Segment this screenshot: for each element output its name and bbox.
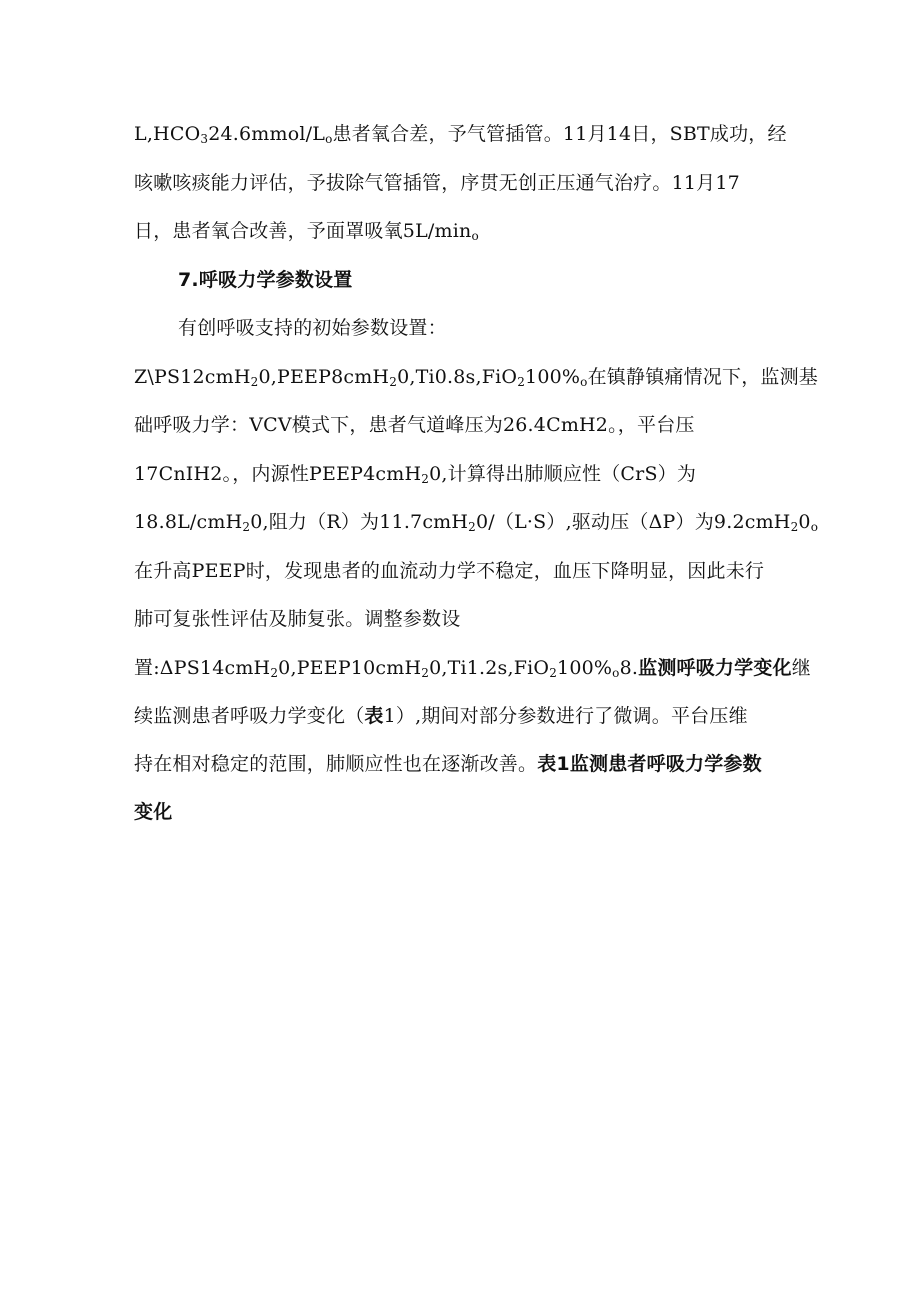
text-run: 1）,期间对部分参数进行了微调。平台压维 [383,705,748,727]
text-run: 在升高PEEP时，发现患者的血流动力学不稳定，血压下降明显，因此未行 [134,560,765,582]
subscript: 2 [517,375,526,389]
text-run: 在镇静镇痛情况下，监测基 [587,366,818,388]
period-mark: o [471,229,479,243]
section-heading-inline: 监测呼吸力学变化 [638,657,792,679]
subscript: 2 [421,472,430,486]
subscript: 2 [549,666,558,680]
text-run: 继 [791,657,811,679]
text-run: 0,计算得出肺顺应性（CrS）为 [429,463,697,485]
text-line [134,656,811,685]
text-line [134,122,787,151]
period-mark: o [810,520,819,534]
text-run: L,HCO [134,123,201,145]
text-line [134,413,695,437]
subscript: 2 [468,520,477,534]
text-run: 持在相对稳定的范围，肺顺应性也在逐渐改善。 [134,753,538,775]
text-run: 24.6mmol/L [208,123,326,145]
subscript: 2 [421,666,430,680]
text-run: 0,PEEP8cmH [258,366,390,388]
text-run: 置:ΔPS14cmH [134,657,271,679]
text-line [134,752,762,776]
text-line [134,365,818,394]
text-run: 17CnIH2。，内源性PEEP4cmH [134,463,422,485]
text-line [134,607,460,631]
text-line [134,171,740,195]
text-line [134,510,818,539]
period-mark: o [325,132,333,146]
period-mark: o [580,375,588,389]
text-run: 患者氧合差，予气管插管。11月14日，SBT成功，经 [332,123,787,145]
text-run: 0,阻力（R）为11.7cmH [250,511,469,533]
subscript: 2 [389,375,398,389]
text-run: 0/（L·S）,驱动压（ΔP）为9.2cmH [476,511,791,533]
table-reference: 表 [364,705,384,727]
subscript: 2 [790,520,799,534]
text-run: 0 [798,511,811,533]
text-run: 0,PEEP10cmH [278,657,422,679]
text-run: 日，患者氧合改善，予面罩吸氧5L/min [134,220,472,242]
text-line [134,462,696,486]
subscript: 3 [200,132,209,146]
text-run: 100% [525,366,581,388]
subscript: 2 [270,666,279,680]
text-line [134,219,479,248]
section-heading: 7.呼吸力学参数设置 [178,269,353,291]
table-caption-continued: 变化 [134,801,173,823]
text-run: 8. [619,657,639,679]
text-run: 肺可复张性评估及肺复张。调整参数设 [134,608,461,630]
period-mark: o [612,666,620,680]
text-line [134,704,748,728]
table-caption: 表1监测患者呼吸力学参数 [537,753,762,775]
text-run: 础呼吸力学：VCV模式下，患者气道峰压为26.4CmH2。，平台压 [134,414,695,436]
text-run: Z\PS12cmH [134,366,251,388]
text-run: 100% [557,657,613,679]
text-run: 0,Ti0.8s,FiO [397,366,518,388]
text-line [134,559,764,583]
text-run: 18.8L/cmH [134,511,243,533]
text-run: 0,Ti1.2s,FiO [429,657,550,679]
text-run: 续监测患者呼吸力学变化（ [134,705,365,727]
paragraph-intro: 有创呼吸支持的初始参数设置： [178,317,447,339]
subscript: 2 [242,520,251,534]
subscript: 2 [250,375,259,389]
text-run: 咳嗽咳痰能力评估，予拔除气管插管，序贯无创正压通气治疗。11月17 [134,172,740,194]
